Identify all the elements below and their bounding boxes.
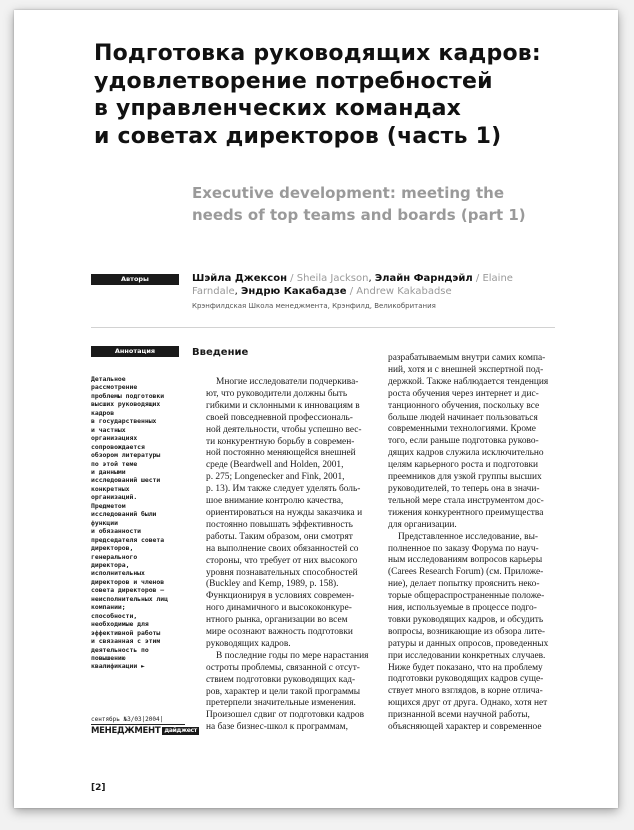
annotation-line: способности,	[91, 611, 138, 620]
annotation-line: по этой теме	[91, 459, 138, 468]
author-separator: /	[286, 273, 297, 284]
annotation-line: конкретных	[91, 484, 130, 493]
paragraph-line: нтного рынка, организации во всем	[206, 615, 348, 626]
body-column-2	[388, 353, 548, 734]
author-1-en: Sheila Jackson	[296, 273, 369, 284]
page-number: [2]	[91, 783, 106, 793]
issue-info: сентябрь №3/03|2004|	[91, 716, 185, 725]
annotation-line: и связанная с этим	[91, 637, 161, 646]
annotation-line: компании;	[91, 603, 126, 612]
paragraph-line: ние), делает попытку прояснить неко-	[388, 579, 540, 590]
author-separator: /	[472, 273, 483, 284]
paragraph-line: танционного обучения, поскольку все	[388, 400, 540, 411]
annotation-line: функции	[91, 518, 118, 527]
paragraph-line: ров, характер и цели такой программы	[206, 686, 361, 697]
paragraph-line: гибкими и склонными к инновациям в	[206, 400, 360, 411]
paragraph-line: на выполнение своих обязанностей со	[206, 543, 359, 554]
paragraph-line: вопросы, возникающие из обзора лите-	[388, 626, 546, 637]
paragraph-line: ратуры и данных опросов, проведенных	[388, 638, 549, 649]
annotation-line: кадров	[91, 408, 115, 417]
paragraph-line: (Buckley and Kemp, 1989, p. 158).	[206, 579, 339, 590]
paragraph-line: ющихся друг от друга. Однако, хотя нет	[388, 698, 548, 709]
title-line: и советах директоров (часть 1)	[94, 123, 502, 149]
article-subtitle-english	[192, 182, 572, 226]
paragraph-line: ний, хотя и с внешней экспертной под-	[388, 364, 544, 375]
paragraph-line: того, если раньше подготовка руково-	[388, 436, 539, 447]
author-3-en: Andrew Kakabadse	[356, 286, 452, 297]
annotation-line: Детальное	[91, 375, 126, 383]
paragraph-line: признанной всеми научной работы,	[388, 710, 530, 721]
author-2-en: Elaine Farndale	[192, 273, 513, 297]
annotation-line: рассмотрение	[91, 383, 138, 392]
paragraph-line: полненное по заказу Форума по науч-	[388, 543, 539, 554]
annotation-line: и данными	[91, 467, 126, 476]
annotation-line: организациях	[91, 434, 138, 443]
article-title	[94, 40, 594, 150]
paragraph-line: разрабатываемым внутри самих компа-	[388, 353, 546, 363]
paragraph-line: Произошел сдвиг от подготовки кадров	[206, 710, 364, 721]
annotation-line: обзором литературы	[91, 451, 161, 460]
annotation-line: неисполнительных лиц	[91, 594, 168, 603]
subtitle-line: needs of top teams and boards (part 1)	[192, 206, 526, 224]
magazine-footer	[91, 716, 197, 737]
paragraph-line: (Carees Research Forum) (см. Приложе-	[388, 567, 544, 578]
annotation-line: эффективной работы	[91, 628, 161, 637]
title-line: в управленческих командах	[94, 96, 462, 121]
paragraph-line: Функционируя в условиях современ-	[206, 591, 355, 602]
annotation-line: директоров,	[91, 544, 134, 553]
paragraph-line: Ниже будет показано, что на проблему	[388, 662, 543, 673]
author-separator: /	[346, 286, 357, 297]
annotation-line: исполнительных	[91, 569, 145, 578]
annotation-line: квалификации ►	[91, 662, 145, 671]
paragraph-line: ствует много взглядов, в корне отлича-	[388, 686, 543, 697]
magazine-logo	[91, 726, 197, 737]
annotation-line: и обязанности	[91, 527, 142, 536]
paragraph-line: преемников для узкой группы высших	[388, 472, 542, 483]
title-line: удовлетворение потребностей	[94, 68, 493, 94]
paragraph-line: постоянно повышать эффективность	[206, 519, 353, 530]
title-line: Подготовка руководящих кадров:	[94, 41, 541, 66]
magazine-digest-tag: дайджест	[164, 727, 197, 734]
paragraph-line: на базе бизнес-школ к программам,	[206, 722, 348, 733]
paragraph-line: больше людей начинает пользоваться	[388, 412, 538, 423]
paragraph-line: современными технологиями. Кроме	[388, 424, 536, 435]
author-comma: ,	[234, 286, 242, 297]
paragraph-line: ориентироваться на нужды заказчика и	[206, 507, 363, 518]
paragraph-line: при исследовании конкретных случаев.	[388, 650, 546, 661]
authors-label: Авторы	[91, 274, 179, 285]
annotation-line: совета директоров –	[91, 586, 165, 595]
paragraph-line: работы. Таким образом, они смотрят	[206, 531, 353, 542]
annotation-line: деятельность по	[91, 645, 149, 654]
annotation-line: генерального	[91, 552, 138, 561]
paragraph-line: ной постоянно меняющейся внешней	[206, 448, 356, 459]
magazine-brand: МЕНЕДЖМЕНТ	[91, 726, 161, 736]
annotation-line: директора,	[91, 560, 130, 569]
paragraph-line: держкой. Также наблюдается тенденция	[388, 376, 549, 387]
paragraph-line: для организации.	[388, 519, 457, 530]
annotation-label: Аннотация	[91, 346, 179, 357]
author-3-ru: Эндрю Какабадзе	[241, 286, 347, 297]
author-1-ru: Шэйла Джексон	[192, 273, 287, 284]
paragraph-line: целям карьерного роста и подготовки	[388, 460, 539, 471]
paragraph-line: стороны, что требует от них высокого	[206, 555, 358, 566]
author-2-ru: Элайн Фарндэйл	[374, 273, 473, 284]
paragraph-line: тижения конкурентного преимущества	[388, 507, 544, 518]
paragraph-line: остроты проблемы, связанной с отсут-	[206, 662, 360, 673]
paragraph-line: p. 13). Им также следует уделять боль-	[206, 484, 361, 495]
author-affiliation: Крэнфилдская Школа менеджмента, Крэнфилд, Великобритания	[192, 302, 436, 310]
annotation-line: Предметом	[91, 501, 126, 510]
paragraph-line: ным исследованиям вопросов карьеры	[388, 555, 543, 566]
paragraph-line: ствием подготовки руководящих кад-	[206, 674, 356, 685]
paragraph-line: p. 275; Longenecker and Fink, 2001,	[206, 472, 345, 483]
paragraph-line: Многие исследователи подчеркива-	[216, 377, 359, 387]
paragraph-line: торые общераспространенные положе-	[388, 591, 545, 602]
annotation-line: директоров и членов	[91, 577, 165, 586]
annotation-line: организаций.	[91, 493, 138, 502]
paragraph-line: ния, используемые в процессе подго-	[388, 603, 537, 614]
paragraph-line: роста обучения через интернет и дис-	[388, 388, 539, 399]
author-comma: ,	[368, 273, 375, 284]
paragraph-line: В последние годы по мере нарастания	[216, 650, 369, 661]
paragraph-line: подготовки руководящих кадров суще-	[388, 674, 544, 685]
annotation-line: исследований шести	[91, 476, 161, 485]
annotation-line: проблемы подготовки	[91, 391, 165, 400]
annotation-line: необходимые для	[91, 620, 149, 629]
paragraph-line: тельной мере стала инструментом дос-	[388, 495, 544, 506]
paragraph-line: дящих кадров служила исключительно	[388, 448, 544, 459]
section-divider	[91, 327, 555, 328]
annotation-line: и частных	[91, 425, 126, 434]
authors-list	[192, 272, 552, 298]
annotation-line: исследований были	[91, 510, 157, 519]
paragraph-line: ной деятельности, чтобы успешно вес-	[206, 424, 362, 435]
paragraph-line: ют, что руководители должны быть	[206, 388, 348, 399]
section-heading: Введение	[192, 347, 249, 358]
annotation-line: сопровождается	[91, 442, 145, 451]
annotation-line: высших руководящих	[91, 400, 161, 409]
page	[14, 10, 618, 808]
paragraph-line: Представленное исследование, вы-	[398, 531, 538, 542]
paragraph-line: уровня познавательных способностей	[206, 567, 358, 578]
paragraph-line: объясняющей характер и современное	[388, 722, 542, 733]
annotation-text	[91, 375, 185, 671]
paragraph-line: мире осознают важность подготовки	[206, 627, 353, 638]
annotation-line: в государственных	[91, 417, 157, 426]
annotation-line: повышению	[91, 653, 126, 662]
paragraph-line: ного динамичного и высококонкуре-	[206, 603, 352, 614]
paragraph-line: шое внимание контролю качества,	[206, 496, 344, 507]
paragraph-line: своей повседневной профессиональ-	[206, 412, 353, 423]
paragraph-line: среде (Beardwell and Holden, 2001,	[206, 460, 344, 471]
paragraph-line: ти конкурентную борьбу в современ-	[206, 436, 355, 447]
paragraph-line: товки руководящих кадров, и обсудить	[388, 614, 544, 625]
paragraph-line: претерпели значительные изменения.	[206, 698, 356, 709]
subtitle-line: Executive development: meeting the	[192, 184, 505, 202]
body-column-1	[206, 377, 368, 734]
paragraph-line: руководящих кадров.	[206, 638, 291, 649]
annotation-line: председателя совета	[91, 535, 165, 544]
paragraph-line: руководителей, то теперь она в значи-	[388, 483, 540, 494]
